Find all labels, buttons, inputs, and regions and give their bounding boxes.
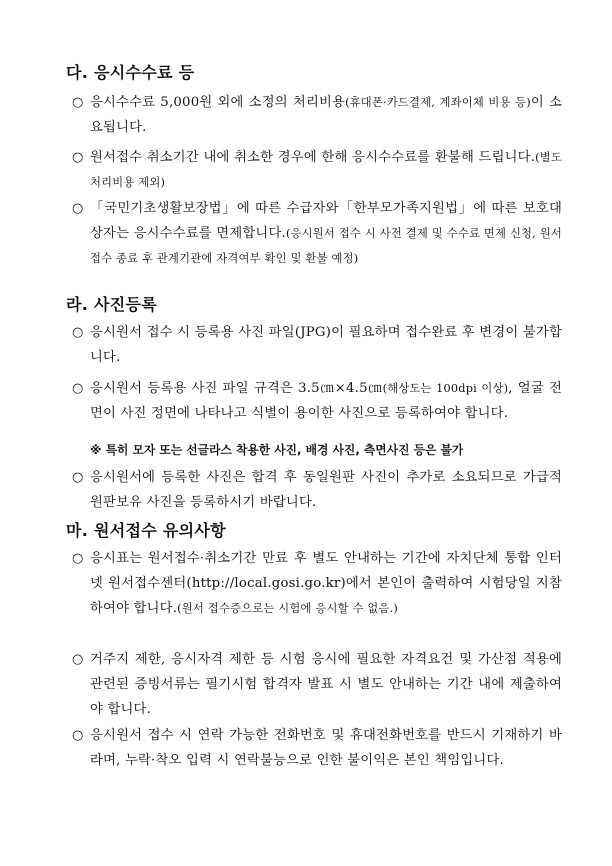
item-text: 응시원서 등록용 사진 파일 규격은 3.5㎝×4.5㎝(해상도는 100dpi 이상), 얼굴 전면이 사진 정면에 나타나고 식별이 용이한 사진으로 등록하여야 합니다. xyxy=(90,381,562,421)
item-text: 거주지 제한, 응시자격 제한 등 시험 응시에 필요한 자격요건 및 가산점 적용에 관련된 증빙서류는 필기시험 합격자 발표 시 별도 안내하는 기간 내에 제출하여야 합니다. xyxy=(90,652,562,717)
item-text: 응시수수료 5,000원 외에 소정의 처리비용(휴대폰·카드결제, 계좌이체 비용 등)이 소요됩니다. xyxy=(90,95,562,135)
circle-bullet: ○ xyxy=(72,95,84,110)
item-text: 응시원서 접수 시 연락 가능한 전화번호 및 휴대전화번호를 반드시 기재하기 바라며, 누락·착오 입력 시 연락불능으로 인한 불이익은 본인 책임입니다. xyxy=(90,728,562,768)
list-item xyxy=(72,145,562,195)
circle-bullet: ○ xyxy=(72,325,84,340)
circle-bullet: ○ xyxy=(72,728,84,743)
circle-bullet: ○ xyxy=(72,381,84,396)
circle-bullet: ○ xyxy=(72,652,84,667)
section-heading-photo: 라. 사진등록 xyxy=(66,295,158,314)
list-item xyxy=(72,90,562,140)
item-text: 응시원서 접수 시 등록용 사진 파일(JPG)이 필요하며 접수완료 후 변경이 불가합니다. xyxy=(90,325,562,365)
list-item xyxy=(72,546,562,621)
list-item xyxy=(72,320,562,370)
circle-bullet: ○ xyxy=(72,470,84,485)
list-item xyxy=(72,196,562,271)
circle-bullet: ○ xyxy=(72,201,84,216)
section-heading-fee: 다. 응시수수료 등 xyxy=(66,63,195,82)
item-text: 응시표는 원서접수·취소기간 만료 후 별도 안내하는 기간에 자치단체 통합 인터넷 원서접수센터(http://local.gosi.go.kr)에서 본인이 출력하여 시험당일 지참하여야 합니다.(원서 접수증으로는 시험에 응시할 수 없음.) xyxy=(90,551,562,616)
list-item xyxy=(72,376,562,426)
item-text: 원서접수 취소기간 내에 취소한 경우에 한해 응시수수료를 환불해 드립니다.(별도 처리비용 제외) xyxy=(90,150,562,189)
item-text: 「국민기초생활보장법」에 따른 수급자와「한부모가족지원법」에 따른 보호대상자는 응시수수료를 면제합니다.(응시원서 접수 시 사전 결제 및 수수료 면제 신청, 원서접수 종료 후 관계기관에 자격여부 확인 및 환불 예정) xyxy=(90,201,562,265)
section-heading-notice: 마. 원서접수 유의사항 xyxy=(66,521,226,540)
list-item xyxy=(72,647,562,722)
item-text: 응시원서에 등록한 사진은 합격 후 동일원판 사진이 추가로 소요되므로 가급적 원판보유 사진을 등록하시기 바랍니다. xyxy=(90,470,562,510)
note-text: ※ 특히 모자 또는 선글라스 착용한 사진, 배경 사진, 측면사진 등은 불가 xyxy=(90,443,464,457)
list-item xyxy=(72,465,562,515)
list-item xyxy=(72,723,562,773)
circle-bullet: ○ xyxy=(72,150,84,165)
circle-bullet: ○ xyxy=(72,551,84,566)
